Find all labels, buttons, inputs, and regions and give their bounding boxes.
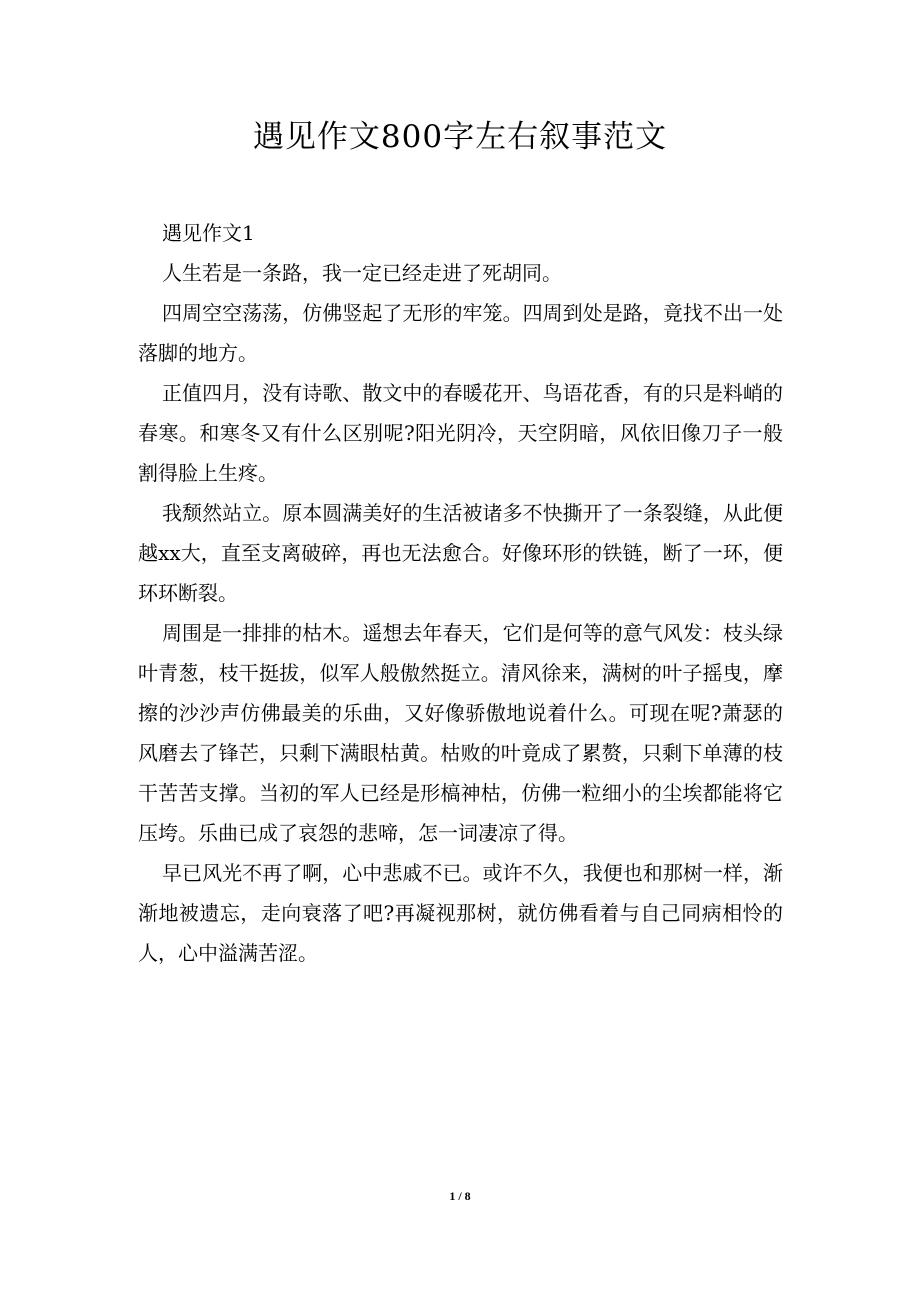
section-heading: 遇见作文1 (162, 221, 255, 245)
paragraph: 正值四月，没有诗歌、散文中的春暖花开、鸟语花香，有的只是料峭的春寒。和寒冬又有什么区别呢?阳光阴冷，天空阴暗，风依旧像刀子一般割得脸上生疼。 (138, 381, 783, 485)
paragraph: 早已风光不再了啊，心中悲戚不已。或许不久，我便也和那树一样，渐渐地被遗忘，走向衰落了吧?再凝视那树，就仿佛看着与自己同病相怜的人，心中溢满苦涩。 (138, 861, 783, 965)
document-body (138, 213, 783, 973)
page-number: 1 / 8 (449, 1189, 471, 1203)
paragraph: 四周空空荡荡，仿佛竖起了无形的牢笼。四周到处是路，竟找不出一处落脚的地方。 (138, 301, 783, 365)
document-title: 遇见作文800字左右叙事范文 (252, 119, 668, 155)
paragraph: 周围是一排排的枯木。遥想去年春天，它们是何等的意气风发：枝头绿叶青葱，枝干挺拔，似军人般傲然挺立。清风徐来，满树的叶子摇曳，摩擦的沙沙声仿佛最美的乐曲，又好像骄傲地说着什么。可现在呢?萧瑟的风磨去了锋芒，只剩下满眼枯黄。枯败的叶竟成了累赘，只剩下单薄的枝干苦苦支撑。当初的军人已经是形槁神枯，仿佛一粒细小的尘埃都能将它压垮。乐曲已成了哀怨的悲啼，怎一词凄凉了得。 (138, 621, 783, 845)
paragraph: 人生若是一条路，我一定已经走进了死胡同。 (162, 261, 562, 285)
paragraph: 我颓然站立。原本圆满美好的生活被诸多不快撕开了一条裂缝，从此便越xx大，直至支离破碎，再也无法愈合。好像环形的铁链，断了一环，便环环断裂。 (138, 501, 783, 605)
